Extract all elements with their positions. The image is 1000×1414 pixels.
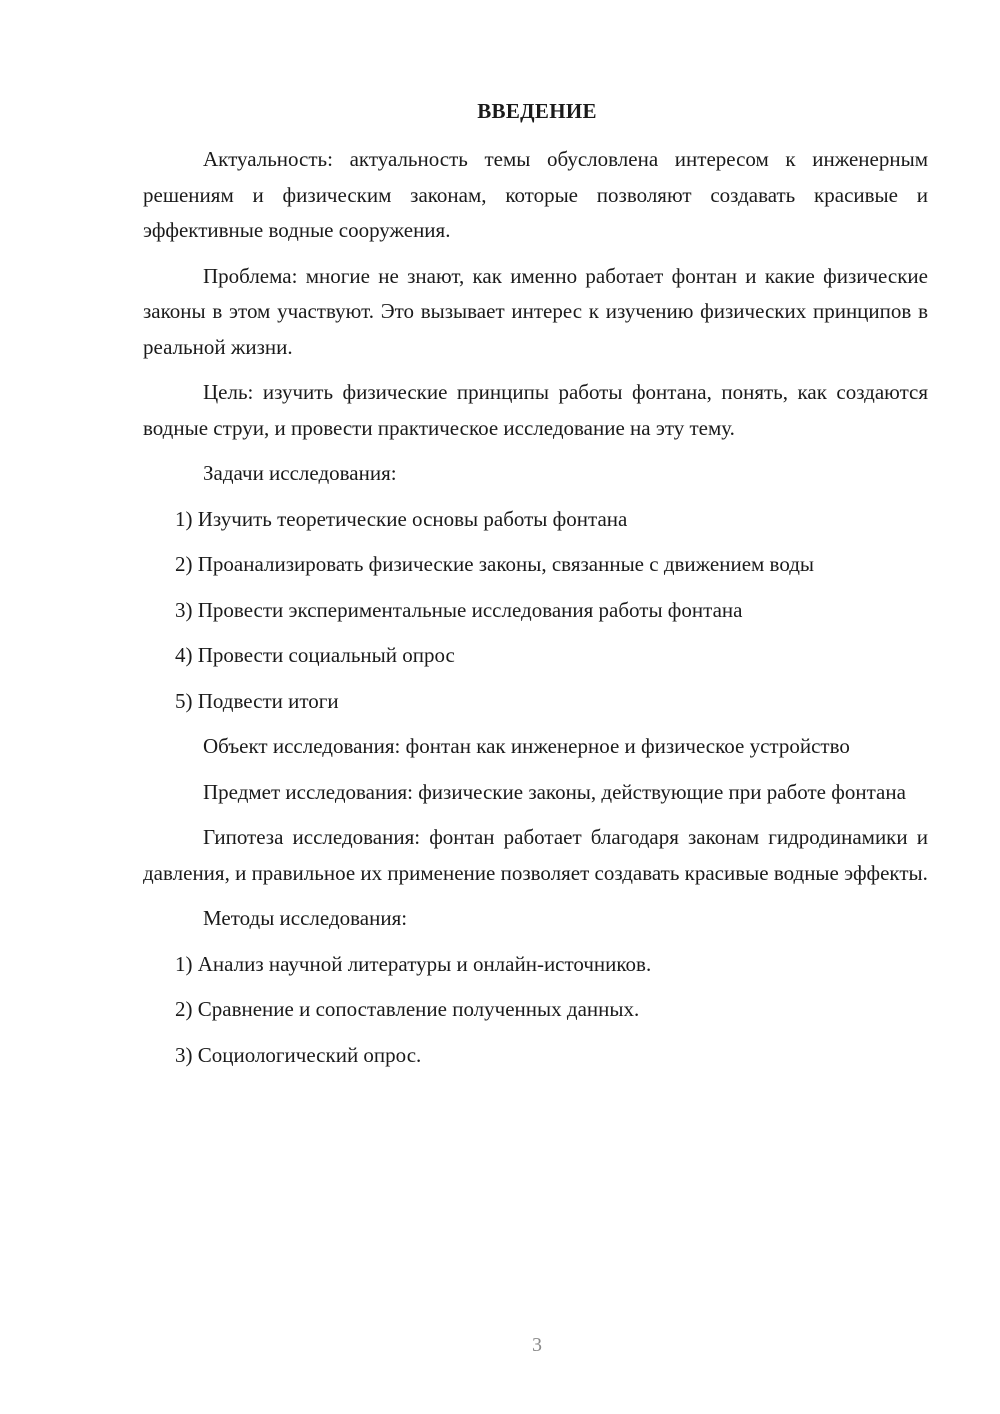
task-item: 1) Изучить теоретические основы работы фонтана bbox=[175, 506, 628, 531]
method-item: 3) Социологический опрос. bbox=[175, 1042, 422, 1067]
methods-heading: Методы исследования: bbox=[203, 906, 408, 930]
subject-paragraph: Предмет исследования: физические законы, действующие при работе фонтана bbox=[203, 779, 906, 804]
page-number: 3 bbox=[532, 1334, 542, 1356]
problem-paragraph: Проблема: многие не знают, как именно работает фонтан и какие физические законы в этом участвуют. Это вызывает интерес к изучению физических принципов в реальной жизни. bbox=[143, 263, 928, 359]
method-item: 1) Анализ научной литературы и онлайн-источников. bbox=[175, 951, 652, 976]
task-item: 5) Подвести итоги bbox=[175, 688, 339, 713]
method-item: 2) Сравнение и сопоставление полученных данных. bbox=[175, 997, 640, 1021]
tasks-heading: Задачи исследования: bbox=[203, 461, 397, 485]
page-title: ВВЕДЕНИЕ bbox=[477, 99, 597, 123]
document-body bbox=[143, 142, 928, 1083]
task-item: 4) Провести социальный опрос bbox=[175, 643, 455, 667]
goal-paragraph: Цель: изучить физические принципы работы фонтана, понять, как создаются водные струи, и провести практическое исследование на эту тему. bbox=[143, 380, 928, 440]
hypothesis-paragraph: Гипотеза исследования: фонтан работает благодаря законам гидродинамики и давления, и правильное их применение позволяет создавать красивые водные эффекты. bbox=[143, 825, 928, 885]
task-item: 3) Провести экспериментальные исследования работы фонтана bbox=[175, 597, 743, 622]
task-item: 2) Проанализировать физические законы, связанные с движением воды bbox=[175, 552, 815, 576]
relevance-paragraph: Актуальность: актуальность темы обусловлена интересом к инженерным решениям и физическим законам, которые позволяют создавать красивые и эффективные водные сооружения. bbox=[143, 147, 928, 242]
object-paragraph: Объект исследования: фонтан как инженерное и физическое устройство bbox=[203, 734, 850, 758]
